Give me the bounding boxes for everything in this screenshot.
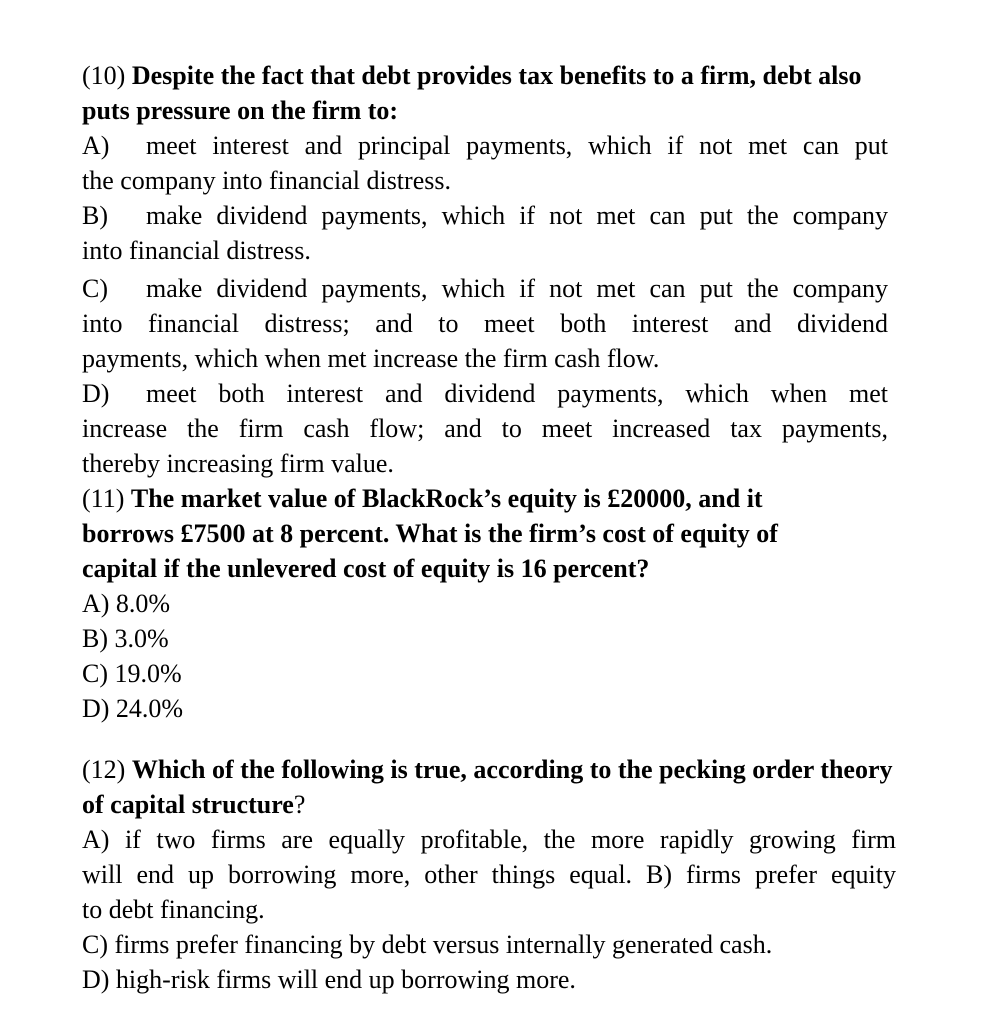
question-12-stem-line-2 (82, 788, 305, 822)
question-10-stem-line-2: puts pressure on the firm to: (82, 96, 399, 125)
question-12-option-line-5: D) high-risk firms will end up borrowing more. (82, 965, 576, 994)
question-10-option-d-line-1 (82, 377, 888, 411)
question-11-stem-line-1 (82, 482, 763, 516)
question-10-option-c-label: C) (82, 274, 108, 303)
question-11-stem-line-3: capital if the unlevered cost of equity is 16 percent? (82, 554, 650, 583)
question-10-option-b-label: B) (82, 201, 108, 230)
question-10-stem-line-1 (82, 59, 861, 93)
question-11-option-a: A) 8.0% (82, 589, 171, 618)
question-11-option-b: B) 3.0% (82, 624, 169, 653)
question-10-number: (10) (82, 61, 126, 90)
question-10-option-b-text-1: make dividend payments, which if not met can put the company (146, 201, 888, 230)
question-12-stem-line-1 (82, 753, 893, 787)
question-10-stem-text-1: Despite the fact that debt provides tax benefits to a firm, debt also (131, 61, 862, 90)
question-10-option-b-line-1 (82, 199, 888, 233)
question-10-option-c-text-1: make dividend payments, which if not met can put the company (146, 274, 888, 303)
question-11-stem-line-2: borrows £7500 at 8 percent. What is the firm’s cost of equity of (82, 519, 778, 548)
question-10-option-b-line-2: into financial distress. (82, 236, 311, 265)
question-10-option-c-line-1 (82, 272, 888, 306)
question-11-option-d: D) 24.0% (82, 694, 184, 723)
question-12-stem-text-2: of capital structure (82, 790, 294, 819)
question-11-option-c: C) 19.0% (82, 659, 182, 688)
question-10-option-a-label: A) (82, 131, 110, 160)
question-12-option-line-2: will end up borrowing more, other things equal. B) firms prefer equity (82, 860, 896, 889)
question-12-option-line-1: A) if two firms are equally profitable, the more rapidly growing firm (82, 825, 896, 854)
question-12-stem-text-1: Which of the following is true, according to the pecking order theory (131, 755, 893, 784)
question-10-option-c-line-3: payments, which when met increase the firm cash flow. (82, 344, 660, 373)
question-12-option-line-3: to debt financing. (82, 895, 265, 924)
question-12-option-line-4: C) firms prefer financing by debt versus internally generated cash. (82, 930, 773, 959)
question-10-option-a-line-2: the company into financial distress. (82, 166, 451, 195)
question-10-option-a-text-1: meet interest and principal payments, which if not met can put (146, 131, 888, 160)
question-10-option-d-text-1: meet both interest and dividend payments, which when met (146, 379, 888, 408)
question-11-number: (11) (82, 484, 125, 513)
question-10-option-d-line-3: thereby increasing firm value. (82, 449, 394, 478)
question-10-option-a-line-1 (82, 129, 888, 163)
question-10-option-d-label: D) (82, 379, 110, 408)
question-12-number: (12) (82, 755, 126, 784)
question-10-option-d-line-2: increase the firm cash flow; and to meet increased tax payments, (82, 414, 888, 443)
question-10-option-c-line-2: into financial distress; and to meet both interest and dividend (82, 309, 888, 338)
question-12-stem-end: ? (293, 790, 306, 819)
question-11-stem-text-1: The market value of BlackRock’s equity is £20000, and it (130, 484, 763, 513)
